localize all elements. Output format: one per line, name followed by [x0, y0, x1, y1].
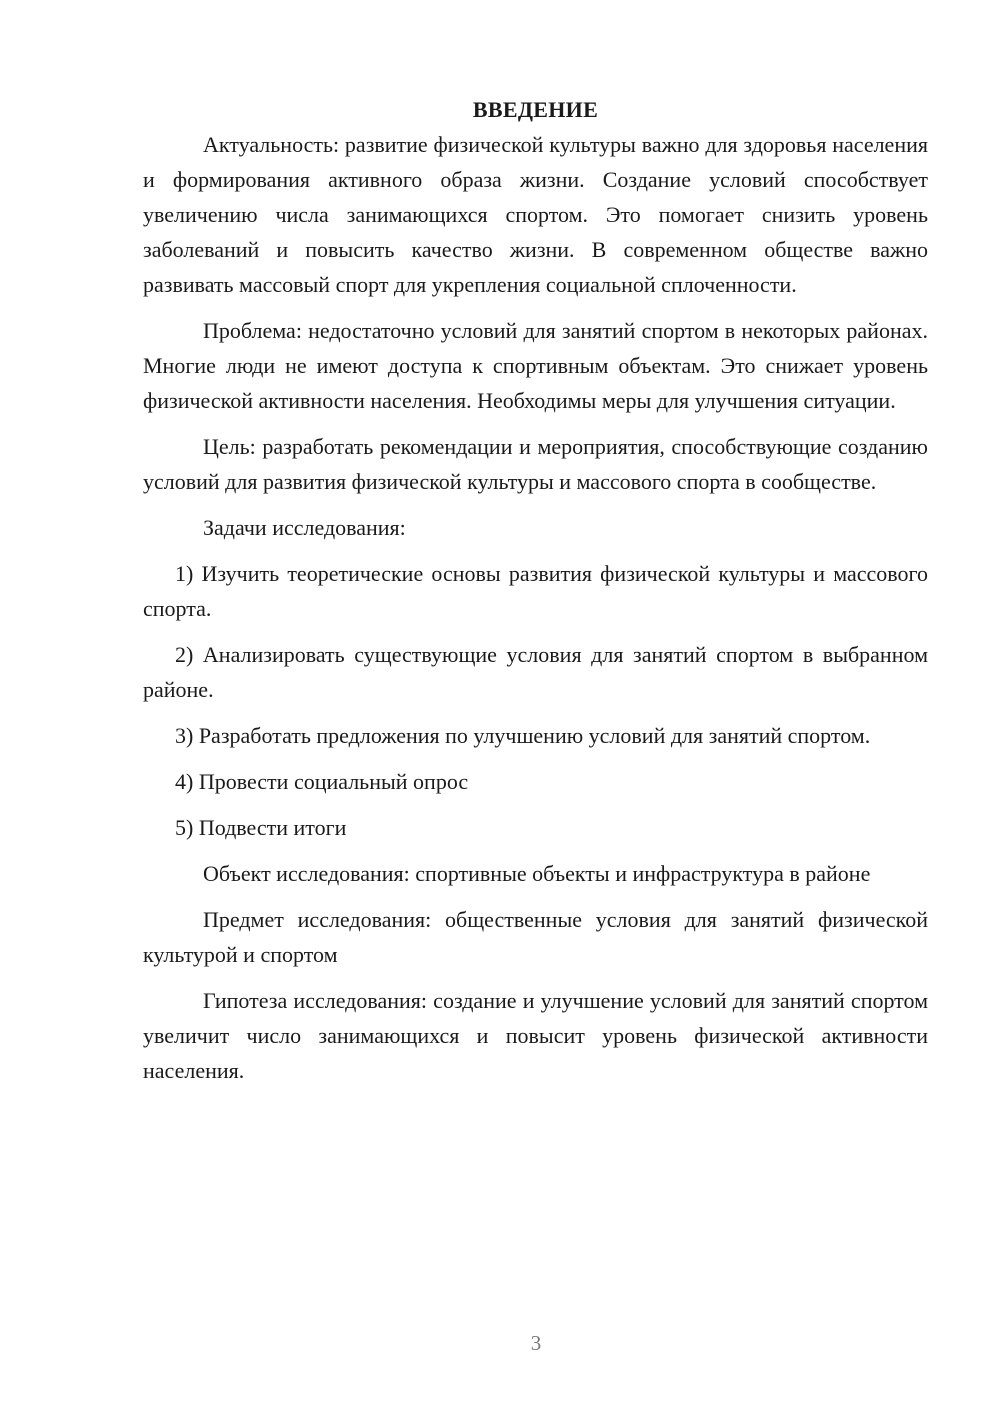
hypothesis-paragraph: Гипотеза исследования: создание и улучшение условий для занятий спортом увеличит число занимающихся и повысит уровень физической активности населения.: [143, 988, 928, 1083]
relevance-paragraph: Актуальность: развитие физической культуры важно для здоровья населения и формирования активного образа жизни. Создание условий способствует увеличению числа занимающихся спортом. Это помогает снизить уровень заболеваний и повысить качество жизни. В современном обществе важно развивать массовый спорт для укрепления социальной сплоченности.: [143, 132, 928, 297]
task-item-2: 2) Анализировать существующие условия для занятий спортом в выбранном районе.: [143, 642, 928, 702]
tasks-heading: Задачи исследования:: [203, 515, 406, 540]
subject-paragraph: Предмет исследования: общественные условия для занятий физической культурой и спортом: [143, 907, 928, 967]
task-item-3: 3) Разработать предложения по улучшению условий для занятий спортом.: [175, 723, 871, 748]
object-paragraph: Объект исследования: спортивные объекты и инфраструктура в районе: [203, 861, 871, 886]
tasks-list: [143, 556, 928, 845]
task-item-5: 5) Подвести итоги: [175, 815, 347, 840]
document-page: [143, 92, 928, 1099]
task-item-1: 1) Изучить теоретические основы развития физической культуры и массового спорта.: [143, 561, 928, 621]
goal-paragraph: Цель: разработать рекомендации и мероприятия, способствующие созданию условий для развития физической культуры и массового спорта в сообществе.: [143, 434, 928, 494]
page-number: 3: [530, 1331, 542, 1355]
task-item-4: 4) Провести социальный опрос: [175, 769, 469, 794]
problem-paragraph: Проблема: недостаточно условий для занятий спортом в некоторых районах. Многие люди не имеют доступа к спортивным объектам. Это снижает уровень физической активности населения. Необходимы меры для улучшения ситуации.: [143, 318, 928, 413]
section-title: ВВЕДЕНИЕ: [472, 97, 599, 122]
